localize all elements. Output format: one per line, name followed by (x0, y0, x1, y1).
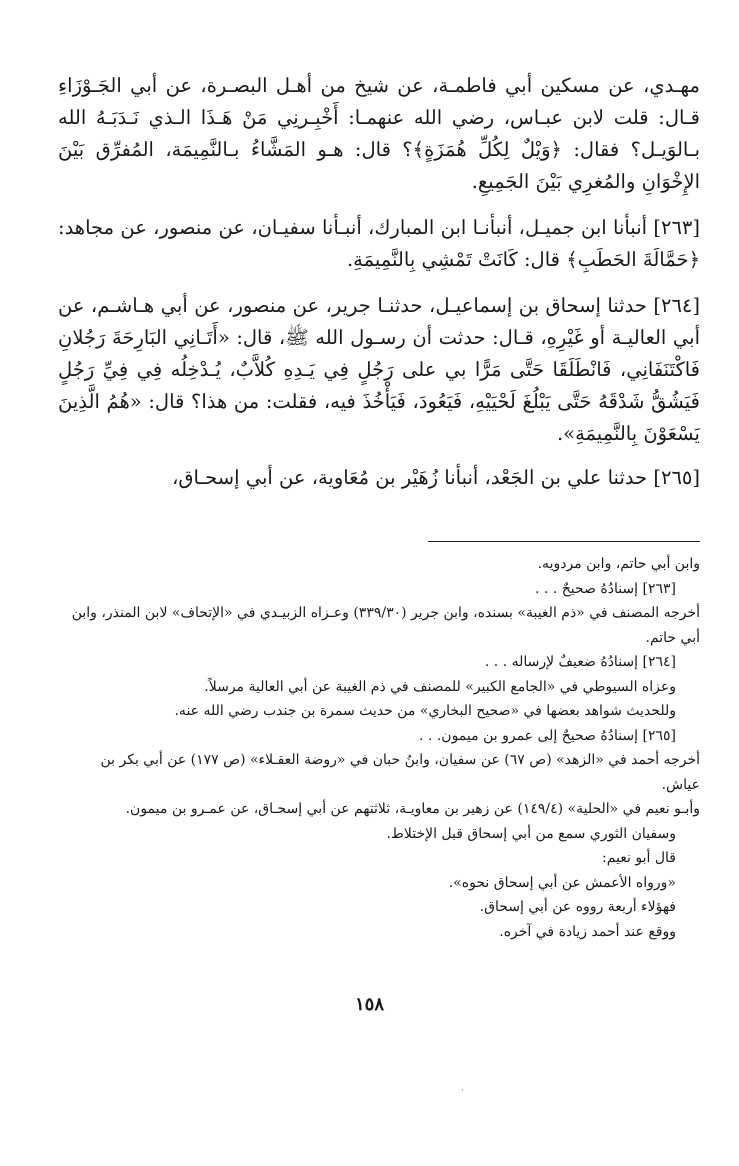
footnote-line: [٢٦٣] إسنادُهُ صحيحٌ . . . (535, 580, 676, 597)
page-number: ١٥٨ (354, 994, 384, 1015)
footnote-line: وأبـو نعيم في «الحلية» (١٤٩/٤) عن زهير بن معاويـة، ثلاثتهم عن أبي إسحـاق، عن عمـرو بن ميمون. (125, 801, 700, 817)
main-text (58, 70, 700, 494)
footnote-line: وعزاه السيوطي في «الجامع الكبير» للمصنف في ذم الغيبة عن أبي العالية مرسلاً. (204, 678, 676, 695)
footnote-line: ووقع عند أحمد زيادة في آخره. (499, 923, 676, 940)
footnote-line: وابن أبي حاتم، وابن مردويه. (537, 556, 700, 572)
footnote-line: أخرجه المصنف في «ذم الغيبة» بسنده، وابن جرير (٣٣٩/٣٠) وعـزاه الزبيـدي في «الإتحاف» لابن المنذر، وابن أبي حاتم. (71, 605, 700, 646)
footnote-line: وسفيان الثوري سمع من أبي إسحاق قبل الإختلاط. (386, 825, 676, 842)
footnote-line: أخرجه أحمد في «الزهد» (ص ٦٧) عن سفيان، وابنُ حبان في «روضة العقـلاء» (ص ١٧٧) عن أبي بكر بن عياش. (100, 752, 700, 793)
paragraph-264: [٢٦٤] حدثنا إسحاق بن إسماعيـل، حدثنـا جرير، عن منصور، عن أبي هـاشـم، عن أبي العاليـة أو غَيْرِهِ، قـال: حدثت أن رسـول الله ﷺ، قال: «أَتَـانِي البَارِحَةَ رَجُلانِ فَاكْتَنَفَانِي، فَانْطَلَقَا حَتَّى مَرًّا بي على رَجُلٍ فِي يَـدِهِ كُلاَّبٌ، يُـدْخِلُه فِي فِيِّ رَجُلٍ فَيَشُقُّ شَدْقَهُ حَتَّى يَبْلُغَ لَحْيَيْهِ، فَيَعُودَ، فَيَأْخُذَ فيه، فقلت: من هذا؟ قال: «هُمُ الَّذِينَ يَسْعَوْنَ بِالنَّمِيمَةِ». (58, 294, 700, 445)
footnote-line: وللحديث شواهد بعضها في «صحيح البخاري» من حديث سمرة بن جندب رضي الله عنه. (174, 703, 676, 719)
footnote-line: «ورواه الأعمش عن أبي إسحاق نحوه». (448, 874, 676, 891)
footnote-line: فهؤلاء أربعة رووه عن أبي إسحاق. (479, 899, 676, 915)
scan-mark: · (461, 1086, 464, 1096)
footnote-line: [٢٦٥] إسنادُهُ صحيحٌ إلى عمرو بن ميمون. . . (419, 727, 676, 744)
paragraph-continuation: مهـدي، عن مسكين أبي فاطمـة، عن شيخ من أهـل البصـرة، عن أبي الجَـوْزَاءِ قـال: قلت لابن عبـاس، رضي الله عنهمـا: أَخْبِـرنِي مَنْ هَـذَا الـذي نَـدَبَـهُ الله بـالوَيـل؟ فقال: ﴿وَيْلٌ لِكُلِّ هُمَزَةٍ﴾؟ قال: هـو المَشَّاءُ بـالنَّمِيمَة، المُفرِّق بَيْنَ الإِخْوَانِ والمُغرِي بَيْنَ الجَمِيعِ. (58, 74, 700, 193)
footnote-line: قال أبو نعيم: (602, 850, 676, 866)
footnote-divider (428, 541, 700, 542)
paragraph-265: [٢٦٥] حدثنا علي بن الجَعْد، أنبأنا زُهَيْر بن مُعَاوية، عن أبي إسحـاق، (172, 466, 700, 489)
footnote-line: [٢٦٤] إسنادُهُ ضعيفٌ لإرساله . . . (484, 654, 676, 670)
paragraph-263: [٢٦٣] أنبأنا ابن جميـل، أنبأنـا ابن المبارك، أنبـأنا سفيـان، عن منصور، عن مجاهد: ﴿حَمَّالَةَ الحَطَبِ﴾ قال: كَانَتْ تَمْشِي بِالنَّمِيمَةِ. (58, 216, 700, 271)
footnotes (58, 552, 700, 944)
